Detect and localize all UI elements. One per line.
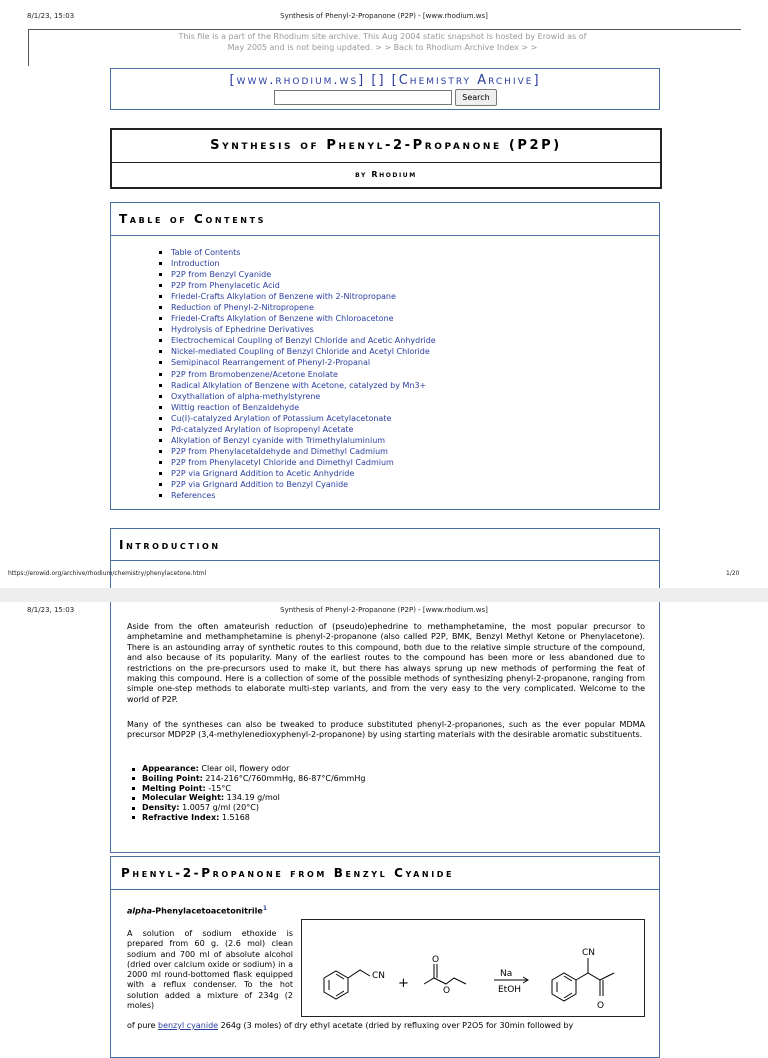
ethyl-acetate-chain — [424, 978, 466, 984]
property-item — [132, 813, 365, 823]
reference-link[interactable]: 1 — [262, 905, 268, 912]
cn-label: CN — [372, 971, 386, 981]
print-footer-url: https://erowid.org/archive/rhodium/chemistry/phenylacetone.html — [8, 570, 207, 577]
toc-item[interactable]: P2P from Benzyl Cyanide — [159, 269, 436, 280]
pdf-page-2 — [0, 602, 768, 1030]
toc-item[interactable]: References — [159, 490, 436, 501]
property-label: Molecular Weight: — [142, 793, 225, 803]
toc-box — [110, 202, 660, 510]
title-divider — [112, 162, 660, 163]
property-item — [132, 764, 365, 774]
page-gap — [0, 588, 768, 602]
toc-item[interactable]: P2P from Phenylacetyl Chloride and Dimethyl Cadmium — [159, 457, 436, 468]
procedure-cont-post: 264g (3 moles) of dry ethyl acetate (dried by refluxing over P2O5 for 30min followed by — [220, 1021, 574, 1030]
toc-item[interactable]: P2P from Bromobenzene/Acetone Enolate — [159, 369, 436, 380]
toc-item[interactable]: P2P from Phenylacetaldehyde and Dimethyl Cadmium — [159, 446, 436, 457]
benzene-ring-reactant — [324, 971, 348, 999]
toc-item[interactable]: Table of Contents — [159, 247, 436, 258]
procedure-continued — [127, 1021, 643, 1031]
toc-item[interactable]: Oxythallation of alpha-methylstyrene — [159, 391, 436, 402]
property-item — [132, 774, 365, 784]
intro-heading: Introduction — [119, 538, 221, 552]
product-oxygen: O — [597, 1001, 605, 1011]
property-label: Appearance: — [142, 764, 199, 773]
toc-item[interactable]: Wittig reaction of Benzaldehyde — [159, 402, 436, 413]
product-chain — [576, 973, 614, 980]
print-footer-page: 1/20 — [726, 570, 740, 577]
toc-item[interactable]: P2P from Phenylacetic Acid — [159, 280, 436, 291]
property-label: Boiling Point: — [142, 773, 203, 783]
intro-box — [110, 528, 660, 589]
product-cn-label: CN — [582, 948, 596, 958]
subheading: alpha-Phenylacetoacetonitrile$^1$ — [127, 905, 268, 916]
plus-sign: + — [398, 976, 409, 991]
property-item — [132, 803, 365, 813]
print-header-title: Synthesis of Phenyl-2-Propanone (P2P) - [www.rhodium.ws] — [280, 12, 488, 20]
toc-item[interactable]: Electrochemical Coupling of Benzyl Chloride and Acetic Anhydride — [159, 335, 436, 346]
property-value: 1.0057 g/ml (20°C) — [182, 803, 259, 813]
toc-item[interactable]: Alkylation of Benzyl cyanide with Trimethylaluminium — [159, 435, 436, 446]
title-box — [110, 128, 662, 189]
search-button[interactable]: Search — [455, 89, 497, 106]
property-value: 134.19 g/mol — [226, 793, 280, 803]
print-header-title: Synthesis of Phenyl-2-Propanone (P2P) - [www.rhodium.ws] — [280, 606, 488, 614]
procedure-text: A solution of sodium ethoxide is prepared from 60 g. (2.6 mol) clean sodium and 700 ml of absolute alcohol (dried over calcium oxide or sodium) in a 2000 ml round-bottomed flask equipped with a reflux condenser. To the hot solution added a mixture of 234g (2 moles) — [127, 929, 293, 1011]
toc-item[interactable]: Nickel-mediated Coupling of Benzyl Chloride and Acetyl Chloride — [159, 346, 436, 357]
site-nav-links[interactable]: [www.rhodium.ws] [] [Chemistry Archive] — [229, 73, 541, 88]
toc-divider — [111, 235, 659, 236]
reaction-scheme-drawing — [302, 920, 644, 1016]
toc-item[interactable]: Semipinacol Rearrangement of Phenyl-2-Propanal — [159, 357, 436, 368]
property-value: 214-216°C/760mmHg, 86-87°C/6mmHg — [205, 773, 366, 783]
procedure-cont-pre: of pure — [127, 1021, 156, 1030]
benzyl-chain — [348, 970, 370, 978]
property-value: Clear oil, flowery odor — [201, 764, 290, 773]
print-header-datetime: 8/1/23, 15:03 — [27, 12, 75, 20]
toc-heading: Table of Contents — [119, 212, 266, 226]
property-label: Density: — [142, 803, 180, 813]
intro-divider — [111, 560, 659, 561]
carbonyl-oxygen: O — [432, 955, 440, 965]
p2p-benzyl-cyanide-box — [110, 856, 660, 1058]
properties-list — [132, 764, 365, 823]
benzene-ring-product — [552, 973, 576, 1001]
section-divider — [111, 889, 659, 890]
property-value: -15°C — [208, 783, 231, 793]
toc-item[interactable]: Friedel-Crafts Alkylation of Benzene with Chloroacetone — [159, 313, 436, 324]
toc-item[interactable]: Introduction — [159, 258, 436, 269]
page-title: Synthesis of Phenyl-2-Propanone (P2P) — [210, 138, 562, 153]
print-header-datetime: 8/1/23, 15:03 — [27, 606, 75, 614]
search-input[interactable] — [274, 90, 452, 105]
toc-item[interactable]: P2P via Grignard Addition to Benzyl Cyanide — [159, 479, 436, 490]
toc-item[interactable]: Reduction of Phenyl-2-Nitropropene — [159, 302, 436, 313]
section-heading: Phenyl-2-Propanone from Benzyl Cyanide — [121, 866, 455, 880]
intro-paragraph-2: Many of the syntheses can also be tweaked to produce substituted phenyl-2-propanones, such as the ever popular MDMA precursor MDP2P (3,4-methylenedioxyphenyl-2-propanone) by using starting materials with the desirable aromatic substituents. — [127, 720, 645, 740]
site-nav-box — [110, 68, 660, 110]
toc-item[interactable]: Friedel-Crafts Alkylation of Benzene with 2-Nitropropane — [159, 291, 436, 302]
property-label: Melting Point: — [142, 783, 206, 793]
reagent-na: Na — [500, 969, 513, 979]
ester-oxygen: O — [443, 986, 451, 996]
toc-item[interactable]: P2P via Grignard Addition to Acetic Anhydride — [159, 468, 436, 479]
property-value: 1.5168 — [221, 812, 250, 822]
toc-item[interactable]: Cu(I)-catalyzed Arylation of Potassium Acetylacetonate — [159, 413, 436, 424]
property-label: Refractive Index: — [142, 812, 220, 822]
reaction-scheme — [301, 919, 645, 1017]
reagent-etoh: EtOH — [498, 985, 522, 995]
intro-paragraph-1: Aside from the often amateurish reduction of (pseudo)ephedrine to methamphetamine, the most popular precursor to amphetamine and methamphetamine is phenyl-2-propanone (also called P2P, BMK, Benzyl Methyl Ketone or Phenylacetone). There is an astounding array of synthetic routes to this compound, both due to the relative simple structure of the compound, and also because of its popularity. Many of the earliest routes to the compound has been more or less abandoned due to restrictions on the pre-precursors used to make it, but there has always sprung up new methods of performing the feat of making this compound. Here is a collection of some of the possible methods of synthesizing phenyl-2-propanone, ranging from simple one-step methods to elaborate multi-step variants, and from the very easy to the very complicated. Welcome to the world of P2P. — [127, 622, 645, 704]
property-item — [132, 793, 365, 803]
toc-item[interactable]: Pd-catalyzed Arylation of Isopropenyl Acetate — [159, 424, 436, 435]
byline: by Rhodium — [355, 170, 417, 179]
toc-list — [159, 247, 436, 501]
toc-item[interactable]: Hydrolysis of Ephedrine Derivatives — [159, 324, 436, 335]
toc-item[interactable]: Radical Alkylation of Benzene with Acetone, catalyzed by Mn3+ — [159, 380, 436, 391]
benzyl-cyanide-link[interactable]: benzyl cyanide — [157, 1021, 219, 1030]
archive-notice[interactable]: This file is a part of the Rhodium site archive. This Aug 2004 static snapshot is hosted by Erowid as of May 2005 and is not being updated. > > Back to Rhodium Archive Index > > — [178, 32, 587, 52]
property-item — [132, 784, 365, 794]
